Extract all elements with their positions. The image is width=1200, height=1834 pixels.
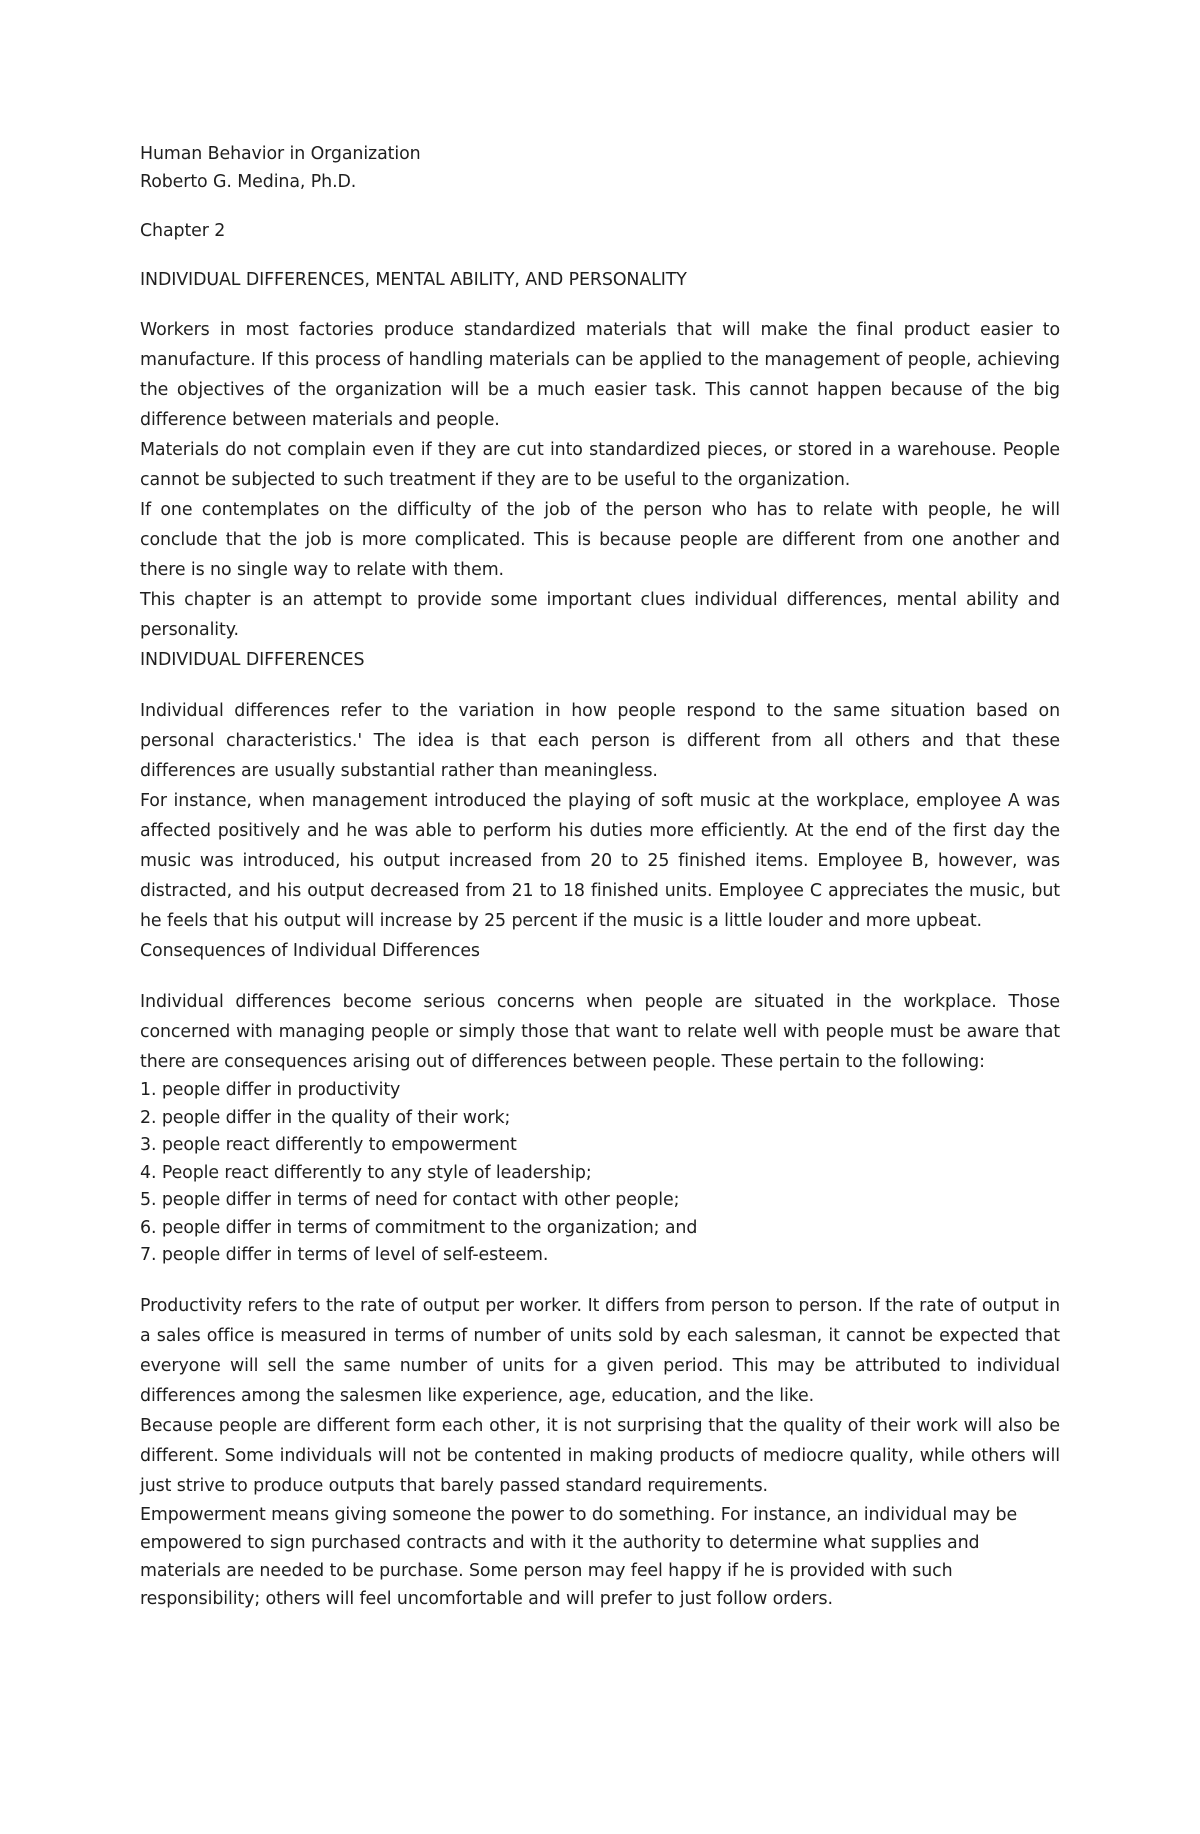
list-item: 3. people react differently to empowerment (140, 1135, 517, 1155)
consequences-paragraph-1: Individual differences become serious concerns when people are situated in the workplace. Those concerned with managing people or simply those that want to relate well with people must be aware that there are consequences arising out of differences between people. These pertain to the following: (140, 992, 1060, 1072)
productivity-paragraph: Productivity refers to the rate of output per worker. It differs from person to person. If the rate of output in a sales office is measured in terms of number of units sold by each salesman, it cannot be expected that everyone will sell the same number of units for a given period. This may be attributed to individual differences among the salesmen like experience, age, education, and the like. (140, 1295, 1060, 1406)
book-title: Human Behavior in Organization (140, 144, 421, 164)
empowerment-line: materials are needed to be purchase. Some person may feel happy if he is provided with such (140, 1560, 953, 1581)
list-item: 6. people differ in terms of commitment to the organization; and (140, 1217, 698, 1238)
empowerment-line: responsibility; others will feel uncomfortable and will prefer to just follow orders. (140, 1588, 833, 1609)
empowerment-paragraph (140, 1501, 1060, 1613)
intro-paragraph-2: Materials do not complain even if they are cut into standardized pieces, or stored in a warehouse. People cannot be subjected to such treatment if they are to be useful to the organization. (140, 440, 1060, 490)
intro-paragraph-3: If one contemplates on the difficulty of the job of the person who has to relate with people, he will conclude that the job is more complicated. This is because people are different from one another and there is no single way to relate with them. (140, 500, 1060, 580)
chapter-title: INDIVIDUAL DIFFERENCES, MENTAL ABILITY, AND PERSONALITY (140, 270, 687, 290)
document-body (140, 140, 1060, 1613)
empowerment-line: empowered to sign purchased contracts and with it the authority to determine what supplies and (140, 1532, 980, 1553)
list-item: 2. people differ in the quality of their work; (140, 1107, 511, 1128)
list-item: 4. People react differently to any style of leadership; (140, 1162, 592, 1183)
consequences-list (140, 1077, 1060, 1270)
section-heading-consequences: Consequences of Individual Differences (140, 941, 480, 961)
chapter-label: Chapter 2 (140, 221, 226, 241)
list-item: 1. people differ in productivity (140, 1080, 401, 1100)
intro-paragraph-1: Workers in most factories produce standardized materials that will make the final product easier to manufacture. If this process of handling materials can be applied to the management of people, achieving the objectives of the organization will be a much easier task. This cannot happen because of the big difference between materials and people. (140, 320, 1060, 430)
list-item: 5. people differ in terms of need for contact with other people; (140, 1190, 680, 1210)
list-item: 7. people differ in terms of level of self-esteem. (140, 1245, 549, 1265)
author-name: Roberto G. Medina, Ph.D. (140, 172, 357, 192)
empowerment-line: Empowerment means giving someone the power to do something. For instance, an individual may be (140, 1504, 1018, 1525)
individual-paragraph-1: Individual differences refer to the variation in how people respond to the same situation based on personal characteristics.' The idea is that each person is different from all others and that these differences are usually substantial rather than meaningless. (140, 701, 1060, 781)
quality-paragraph: Because people are different form each other, it is not surprising that the quality of their work will also be different. Some individuals will not be contented in making products of mediocre quality, while others will just strive to produce outputs that barely passed standard requirements. (140, 1415, 1060, 1496)
individual-paragraph-2: For instance, when management introduced the playing of soft music at the workplace, employee A was affected positively and he was able to perform his duties more efficiently. At the end of the first day the music was introduced, his output increased from 20 to 25 finished items. Employee B, however, was distracted, and his output decreased from 21 to 18 finished units. Employee C appreciates the music, but he feels that his output will increase by 25 percent if the music is a little louder and more upbeat. (140, 791, 1060, 931)
section-heading-individual-differences: INDIVIDUAL DIFFERENCES (140, 650, 365, 670)
intro-paragraph-4: This chapter is an attempt to provide some important clues individual differences, mental ability and personality. (140, 590, 1060, 640)
